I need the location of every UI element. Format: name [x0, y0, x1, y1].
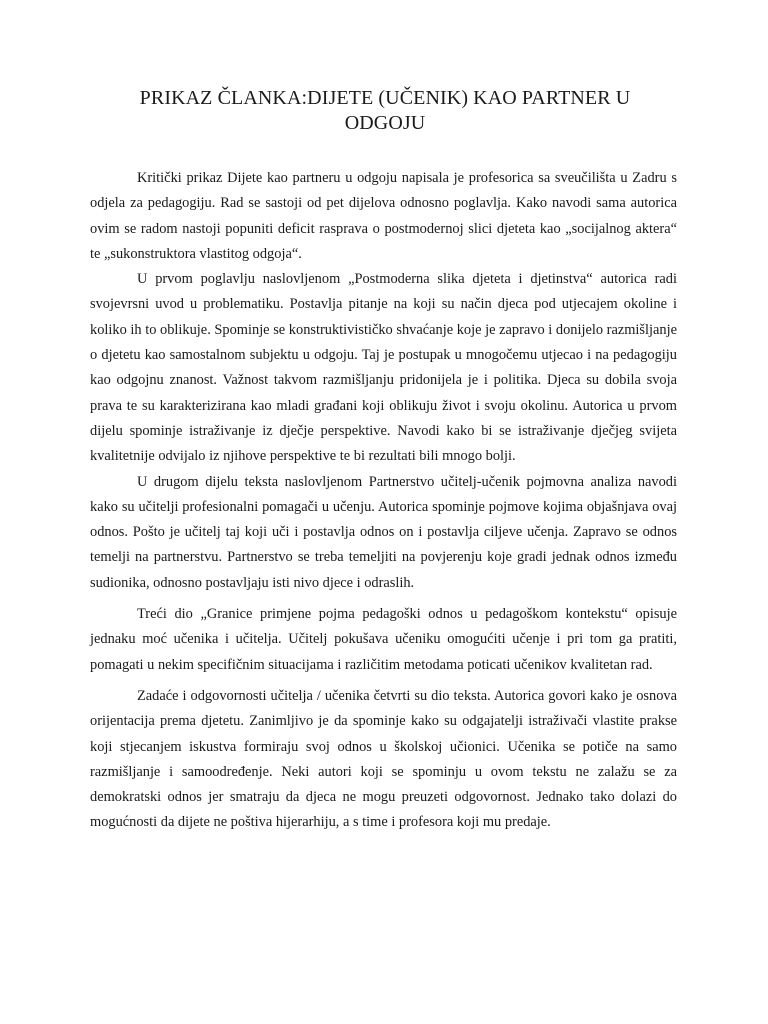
- document-title: PRIKAZ ČLANKA:DIJETE (UČENIK) KAO PARTNER U ODGOJU: [139, 87, 631, 134]
- paragraph-fourth-chapter: Zadaće i odgovornosti učitelja / učenika četvrti su dio teksta. Autorica govori kako je osnova orijentacija prema djetetu. Zanimljivo je da spominje kako su odgajatelji istraživači vlastite prakse koji stjecanjem iskustva formiraju svoj odnos u školskoj učionici. Učenika se potiče na samo razmišljanje i samoodređenje. Neki autori koji se spominju u ovom tekstu ne zalažu se za demokratski odnos jer smatraju da djeca ne mogu preuzeti odgovornost. Jednako tako dolazi do mogućnosti da dijete ne poštiva hijerarhiju, a s time i profesora koji mu predaje.: [90, 687, 677, 831]
- paragraph-third-chapter: Treći dio „Granice primjene pojma pedagoški odnos u pedagoškom kontekstu“ opisuje jednaku moć učenika i učitelja. Učitelj pokušava učeniku omogućiti učenje i pri tom ga pratiti, pomagati u nekim specifičnim situacijama i različitim metodama poticati učenikov kvalitetan rad.: [90, 606, 677, 673]
- document-body: [90, 166, 677, 836]
- paragraph-intro: Kritički prikaz Dijete kao partneru u odgoju napisala je profesorica sa sveučilišta u Zadru s odjela za pedagogiju. Rad se sastoji od pet dijelova odnosno poglavlja. Kako navodi sama autorica ovim se radom nastoji popuniti deficit rasprava o postmodernoj slici djeteta kao „socijalnog aktera“ te „sukonstruktora vlastitog odgoja“.: [90, 170, 677, 262]
- paragraph-second-chapter: U drugom dijelu teksta naslovljenom Partnerstvo učitelj-učenik pojmovna analiza navodi kako su učitelji profesionalni pomagači u učenju. Autorica spominje pojmove kojima objašnjava ovaj odnos. Pošto je učitelj taj koji uči i postavlja odnos on i postavlja ciljeve učenja. Zapravo se odnos temelji na partnerstvu. Partnerstvo se treba temeljiti na povjerenju koje gradi jednak odnos između sudionika, odnosno postavljaju isti nivo djece i odraslih.: [90, 473, 677, 591]
- paragraph-first-chapter: U prvom poglavlju naslovljenom „Postmoderna slika djeteta i djetinstva“ autorica radi svojevrsni uvod u problematiku. Postavlja pitanje na koji su način djeca pod utjecajem okoline i koliko ih to oblikuje. Spominje se konstruktivističko shvaćanje koje je zapravo i donijelo razmišljanje o djetetu kao samostalnom subjektu u odgoju. Taj je postupak u mnogočemu utjecao i na pedagogiju kao odgojnu znanost. Važnost takvom razmišljanju pridonijela je i politika. Djeca su dobila svoja prava te su karakterizirana kao mladi građani koji oblikuju život i svoju okolinu. Autorica u prvom dijelu spominje istraživanje iz dječje perspektive. Navodi kako bi se istraživanje dječjeg svijeta kvalitetnije odvijalo iz njihove perspektive te bi rezultati bili mnogo bolji.: [90, 271, 677, 465]
